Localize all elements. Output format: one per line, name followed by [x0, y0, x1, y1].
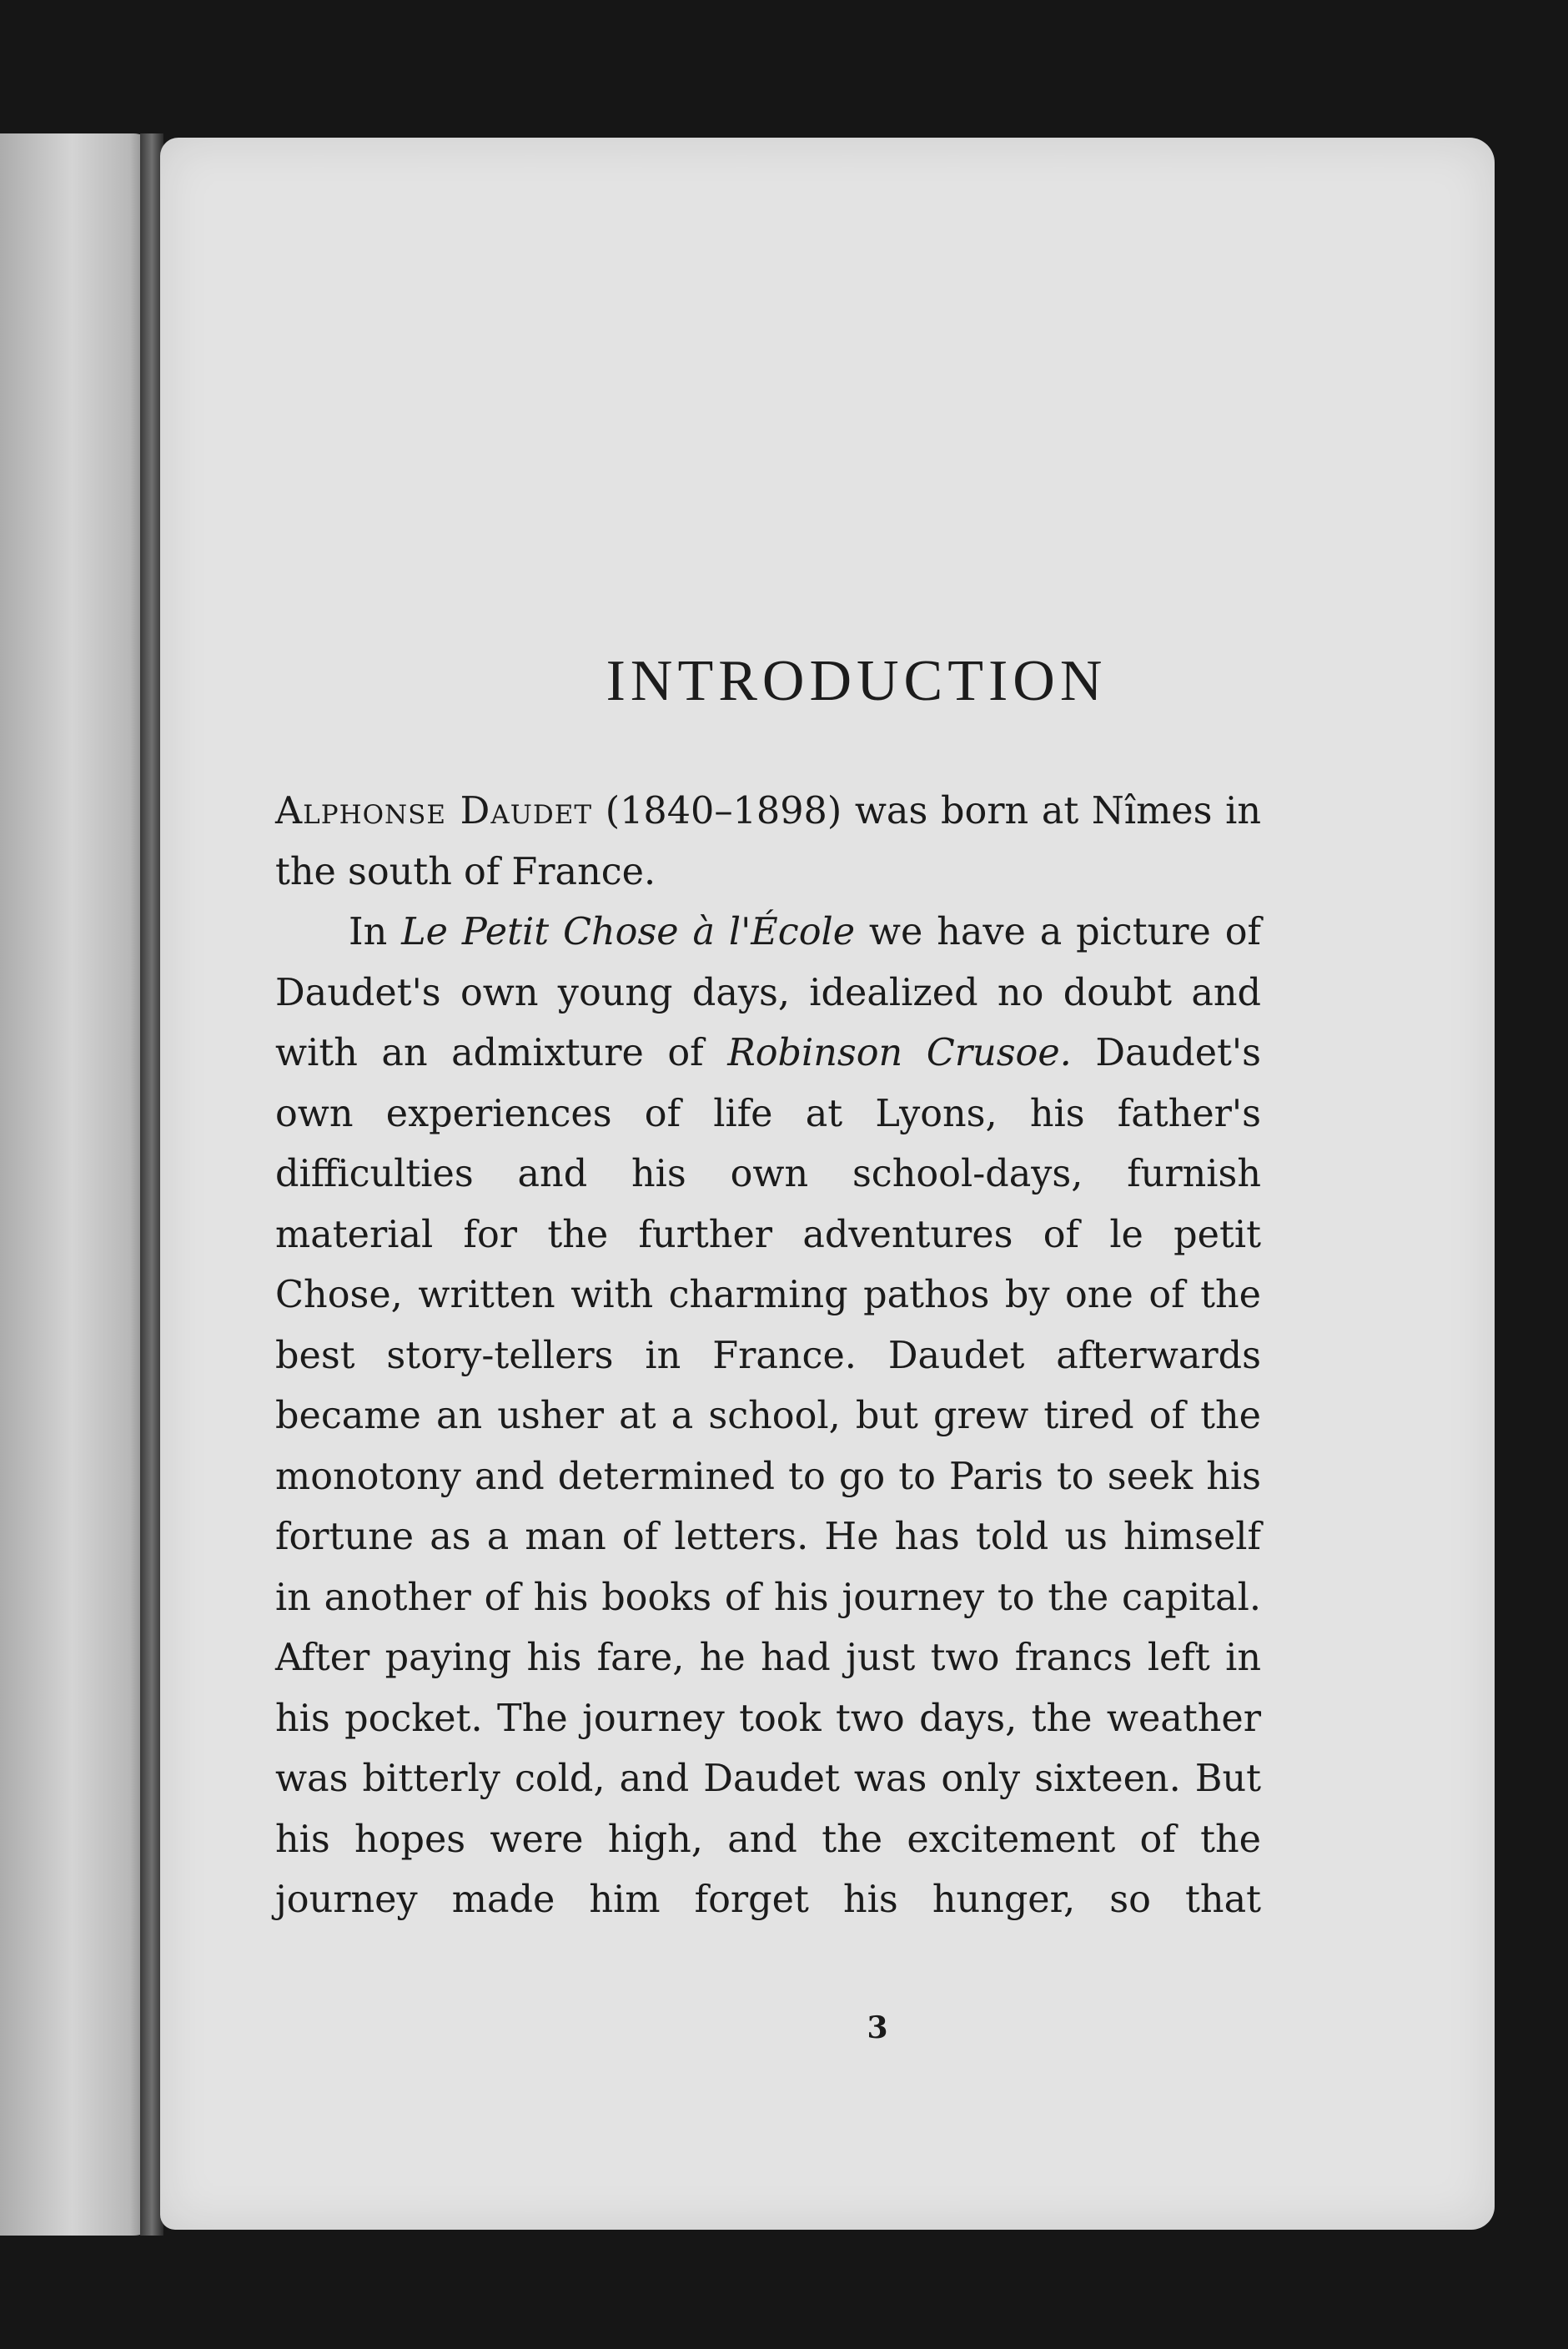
author-name: Alphonse Daudet	[275, 790, 593, 832]
work-title-le-petit-chose: Le Petit Chose à l'École	[401, 911, 856, 953]
chapter-title: INTRODUCTION	[606, 649, 1108, 713]
paragraph-2-text: Daudet's own experiences of life at Lyons, his father's difficulties and his own school-days, furnish material for the further adventures of le petit Chose, written with charming pathos by one of the best story-tellers in France. Daudet afterwards became an usher at a school, but grew tired of the monotony and determined to go to Paris to seek his fortune as a man of letters. He has told us himself in another of his books of his journey to the capital. After paying his fare, he had just two francs left in his pocket. The journey took two days, the weather was bitterly cold, and Daudet was only sixteen. But his hopes were high, and the excitement of the journey made him forget his hunger, so that	[275, 1032, 1262, 1921]
paragraph-1	[275, 782, 1261, 903]
page-body	[275, 782, 1261, 1931]
work-title-robinson-crusoe: Robinson Crusoe.	[727, 1032, 1072, 1074]
paragraph-2	[275, 903, 1261, 1931]
facing-page-edge	[0, 133, 158, 2236]
page-number: 3	[867, 2010, 888, 2045]
paragraph-1-text: (1840–1898) was born at Nîmes in the south of France.	[275, 790, 1261, 893]
paragraph-2-lead: In	[349, 911, 402, 953]
paragraph-2-middle: we have a picture of Daudet's own young days, idealized no doubt and with an admixture of	[275, 911, 1261, 1074]
book-page	[160, 138, 1495, 2230]
